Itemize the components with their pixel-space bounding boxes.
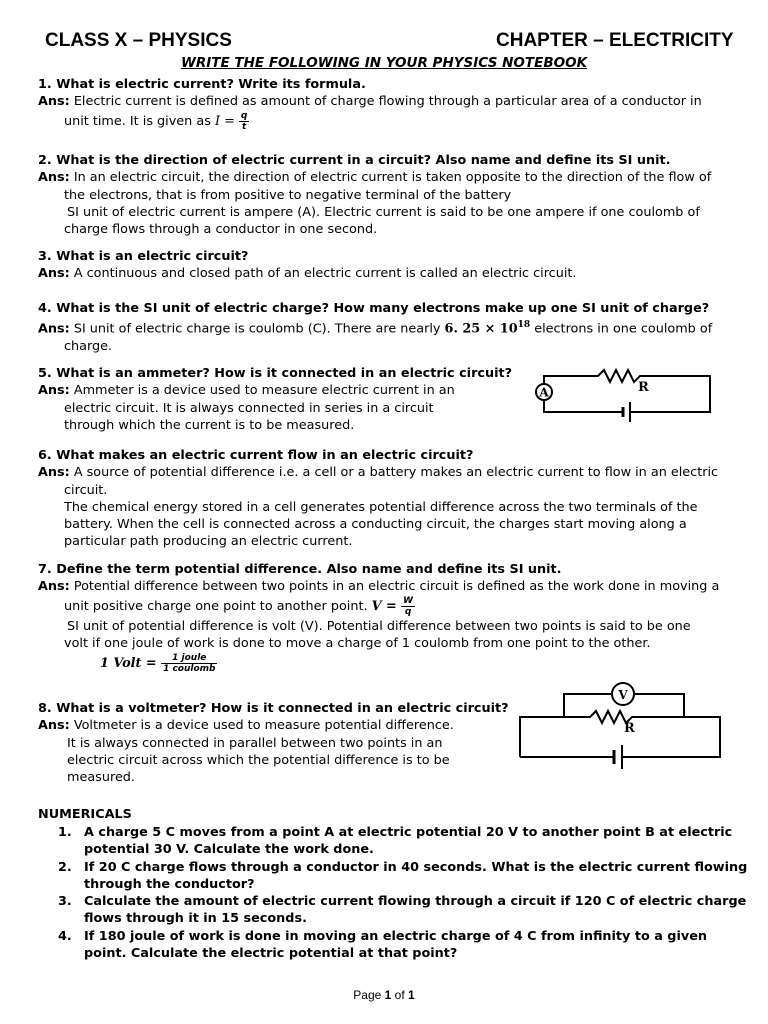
answer-text: SI unit of electric charge is coulomb (C). There are nearly xyxy=(69,321,445,337)
voltmeter-circuit-diagram xyxy=(514,682,724,774)
answer-text: The chemical energy stored in a cell generates potential difference across the two terminals of the xyxy=(64,499,698,515)
question-text: 1. What is electric current? Write its formula. xyxy=(38,77,366,92)
ans-label: Ans: xyxy=(38,321,70,337)
answer-text: It is always connected in parallel between two points in an xyxy=(67,735,443,751)
formula-lhs: I = xyxy=(214,113,239,129)
question-text: 8. What is a voltmeter? How is it connected in an electric circuit? xyxy=(38,701,509,716)
answer-text: through which the current is to be measured. xyxy=(64,417,355,433)
question-text: 4. What is the SI unit of electric charge? How many electrons make up one SI unit of charge? xyxy=(38,301,710,316)
page-current: 1 xyxy=(384,988,392,1002)
volt-formula-lhs: 1 Volt = xyxy=(100,656,162,672)
answer-text: unit positive charge one point to another point. xyxy=(64,598,372,614)
numericals-title: NUMERICALS xyxy=(38,807,132,822)
answer-text: battery. When the cell is connected across a conducting circuit, the charges start moving along a xyxy=(64,517,687,533)
page-footer: Page 1 of 1 xyxy=(353,988,415,1002)
question-1 xyxy=(38,76,702,132)
answer-text: charge. xyxy=(64,338,113,354)
answer-text: Potential difference between two points in an electric circuit is defined as the work done in moving a xyxy=(69,579,720,595)
ans-label: Ans: xyxy=(38,94,70,110)
answer-text: electric circuit. It is always connected in series in a circuit xyxy=(64,400,434,416)
resistor-label: R xyxy=(638,380,649,395)
question-text: 3. What is an electric circuit? xyxy=(38,249,249,264)
formula-lhs: V = xyxy=(371,598,402,614)
resistor-label: R xyxy=(624,721,635,736)
list-item: 2. If 20 C charge flows through a conductor in 40 seconds. What is the electric current flowing through the conductor? xyxy=(58,859,748,892)
electron-count: 6. 25 × 10 xyxy=(444,321,518,337)
question-text: 5. What is an ammeter? How is it connected in an electric circuit? xyxy=(38,366,512,381)
answer-text: Ammeter is a device used to measure electric current in an xyxy=(69,383,455,399)
ans-label: Ans: xyxy=(38,383,70,399)
question-2 xyxy=(38,152,711,238)
question-text: 6. What makes an electric current flow in an electric circuit? xyxy=(38,448,474,463)
question-3 xyxy=(38,248,576,283)
answer-text: A continuous and closed path of an electric current is called an electric circuit. xyxy=(69,266,577,282)
formula-fraction: $\frac{W}{q}$ xyxy=(403,595,414,617)
list-item: 3. Calculate the amount of electric current flowing through a circuit if 120 C of electric charge flows through it in 15 seconds. xyxy=(58,894,747,927)
question-7 xyxy=(38,561,719,676)
answer-text: charge flows through a conductor in one second. xyxy=(64,222,378,238)
answer-text: unit time. It is given as xyxy=(64,113,215,129)
header-class: CLASS X – PHYSICS xyxy=(45,30,232,51)
ammeter-label: A xyxy=(539,385,549,400)
question-6 xyxy=(38,447,718,551)
answer-text: measured. xyxy=(67,770,136,786)
answer-text: Electric current is defined as amount of charge flowing through a particular area of a conductor in xyxy=(69,94,702,110)
question-4 xyxy=(38,300,712,355)
ans-label: Ans: xyxy=(38,266,70,282)
ans-label: Ans: xyxy=(38,465,70,481)
electron-exponent: 18 xyxy=(517,320,531,331)
formula-fraction: $\frac{q}{t}$ xyxy=(240,110,248,132)
answer-text: SI unit of potential difference is volt (V). Potential difference between two points is said to be one xyxy=(67,618,691,634)
question-5 xyxy=(38,365,512,434)
ans-label: Ans: xyxy=(38,579,70,595)
answer-text: electrons in one coulomb of xyxy=(530,321,713,337)
answer-text: particular path producing an electric current. xyxy=(64,534,353,550)
answer-text: circuit. xyxy=(64,482,108,498)
answer-text: volt if one joule of work is done to move a charge of 1 coulomb from one point to the other. xyxy=(64,635,651,651)
question-text: 7. Define the term potential difference. Also name and define its SI unit. xyxy=(38,562,562,577)
ammeter-circuit-diagram xyxy=(526,368,716,430)
answer-text: SI unit of electric current is ampere (A). Electric current is said to be one ampere if one coulomb of xyxy=(67,204,700,220)
ans-label: Ans: xyxy=(38,718,70,734)
answer-text: A source of potential difference i.e. a cell or a battery makes an electric current to flow in an electric xyxy=(69,465,719,481)
answer-text: the electrons, that is from positive to negative terminal of the battery xyxy=(64,187,512,203)
list-item: 1. A charge 5 C moves from a point A at electric potential 20 V to another point B at electric potential 30 V. Calculate the work done. xyxy=(58,825,733,858)
ans-label: Ans: xyxy=(38,170,70,186)
answer-text: In an electric circuit, the direction of electric current is taken opposite to the direction of the flow of xyxy=(69,170,712,186)
page-subtitle: WRITE THE FOLLOWING IN YOUR PHYSICS NOTEBOOK xyxy=(180,55,588,71)
header-chapter: CHAPTER – ELECTRICITY xyxy=(496,30,734,51)
list-item: 4. If 180 joule of work is done in moving an electric charge of 4 C from infinity to a given point. Calculate the electric potential at that point? xyxy=(58,928,707,962)
voltmeter-label: V xyxy=(618,688,628,702)
volt-formula-fraction: $\frac{\text{1 joule}}{\text{1 coulomb}}$ xyxy=(163,653,216,675)
page-total: 1 xyxy=(408,988,415,1002)
answer-text: electric circuit across which the potential difference is to be xyxy=(67,752,450,768)
question-text: 2. What is the direction of electric current in a circuit? Also name and define its SI unit. xyxy=(38,153,671,168)
question-8 xyxy=(38,700,509,786)
answer-text: Voltmeter is a device used to measure potential difference. xyxy=(69,718,454,734)
numericals-list xyxy=(58,824,747,962)
